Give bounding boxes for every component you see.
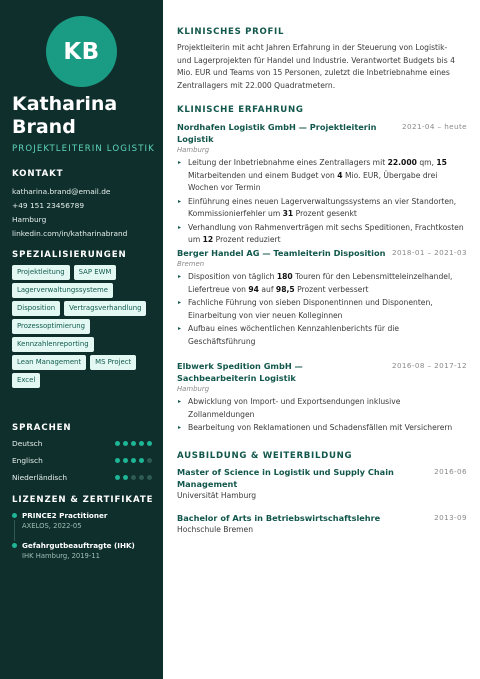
bullet-text: Verhandlung von Rahmenverträgen mit sechs Speditionen, Frachtkosten um 12 Prozent reduziert [188,222,464,244]
bullet-arrow-icon: ▸ [178,299,182,306]
bullet-arrow-icon: ▸ [178,398,182,405]
level-dot [147,441,152,446]
job-bullet [177,297,467,322]
certs-heading: LIZENZEN & ZERTIFIKATE [12,495,154,505]
level-dot [131,458,136,463]
level-dot [131,475,136,480]
skill-chip: Excel [12,373,40,388]
school-name: Universität Hamburg [177,491,257,500]
timeline-dot [12,513,17,518]
level-dot [139,458,144,463]
level-dot [123,441,128,446]
skills-heading: SPEZIALISIERUNGEN [12,250,127,260]
language-level [115,458,152,463]
language-row [12,473,152,482]
contact-phone[interactable]: +49 151 23456789 [12,201,85,210]
level-dot [139,475,144,480]
job-role: PROJEKTLEITERIN LOGISTIK [12,144,155,154]
contact-city: Hamburg [12,215,47,224]
profile-heading: KLINISCHES PROFIL [177,27,285,37]
cert-item [12,511,157,532]
language-level [115,441,152,446]
degree-date: 2013-09 [434,513,467,522]
level-dot [115,458,120,463]
job-location: Hamburg [177,385,210,393]
level-dot [123,458,128,463]
level-dot [139,441,144,446]
job-location: Hamburg [177,146,210,154]
skill-chip: Prozessoptimierung [12,319,90,334]
skill-chip: Kennzahlenreporting [12,337,94,352]
education-heading: AUSBILDUNG & WEITERBILDUNG [177,451,353,461]
timeline-dot [12,543,17,548]
job-bullet [177,323,467,348]
timeline-line [14,520,15,541]
job-bullet [177,422,467,435]
job-entry [177,121,467,247]
contact-heading: KONTAKT [12,169,64,179]
skill-chip: Lagerverwaltungssysteme [12,283,113,298]
cert-issuer: IHK Hamburg, 2019-11 [22,552,100,560]
bullet-arrow-icon: ▸ [178,223,182,231]
education-entry [177,466,467,502]
level-dot [147,458,152,463]
avatar [46,16,117,87]
job-location: Bremen [177,260,205,268]
degree-title: Master of Science in Logistik und Supply Chain Management [177,467,394,489]
degree-date: 2016-06 [434,467,467,476]
skill-chip: SAP EWM [74,265,117,280]
contact-linkedin[interactable]: linkedin.com/in/katharinabrand [12,229,128,238]
cert-title: PRINCE2 Practitioner [22,511,108,520]
profile-text: Projektleiterin mit acht Jahren Erfahrung in der Steuerung von Logistik- und Lagerprojekten für Handel und Industrie. Verantwortet Budgets bis 4 Mio. EUR und Teams von 15 Personen, zuletzt die Inbetriebnahme eines Zentrallagers mit 22.000 Quadratmetern. [177,43,455,90]
bullet-arrow-icon: ▸ [178,273,182,280]
bullet-text: Bearbeitung von Reklamationen und Schadensfällen mit Versicherern [188,423,453,432]
job-entry [177,360,467,435]
degree-title: Bachelor of Arts in Betriebswirtschaftslehre [177,513,381,523]
sidebar [0,0,163,679]
job-date: 2018-01 – 2021-03 [391,248,467,257]
bullet-arrow-icon: ▸ [178,424,182,431]
job-entry [177,247,467,348]
job-bullet [177,396,467,421]
job-bullet [177,271,467,296]
skills-list [12,265,157,388]
last-name: Brand [12,116,76,138]
skill-chip: Lean Management [12,355,86,370]
first-name: Katharina [12,93,118,115]
job-bullet [177,157,467,195]
language-name: Deutsch [12,439,43,448]
cert-issuer: AXELOS, 2022-05 [22,522,82,530]
skill-chip: Projektleitung [12,265,70,280]
experience-heading: KLINISCHE ERFAHRUNG [177,105,304,115]
contact-email[interactable]: katharina.brand@email.de [12,187,111,196]
level-dot [115,475,120,480]
level-dot [123,475,128,480]
level-dot [115,441,120,446]
full-name [12,93,117,139]
language-level [115,475,152,480]
bullet-text: Einführung eines neuen Lagerverwaltungssystems an vier Standorten, Kommissionierfehler um 31 Prozent gesenkt [188,196,457,218]
skill-chip: Vertragsverhandlung [64,301,146,316]
job-date: 2016-08 – 2017-12 [391,361,467,370]
language-name: Niederländisch [12,473,68,482]
languages-heading: SPRACHEN [12,423,72,433]
job-title: Berger Handel AG — Teamleiterin Disposition [177,248,386,258]
bullet-text: Leitung der Inbetriebnahme eines Zentrallagers mit 22.000 qm, 15 Mitarbeitenden und einem Budget von 4 Mio. EUR, Übergabe drei Wochen vor Termin [188,158,447,192]
contact-list [12,185,127,241]
level-dot [147,475,152,480]
skill-chip: MS Project [90,355,136,370]
level-dot [131,441,136,446]
bullet-text: Abwicklung von Import- und Exportsendungen inklusive Zollanmeldungen [188,397,401,419]
bullet-arrow-icon: ▸ [178,197,182,205]
job-date: 2021-04 – heute [402,122,467,131]
language-row [12,456,152,465]
cert-title: Gefahrgutbeauftragte (IHK) [22,541,135,550]
language-row [12,439,152,448]
bullet-arrow-icon: ▸ [178,159,182,166]
language-name: Englisch [12,456,43,465]
avatar-initials: KB [63,38,100,65]
job-bullet [177,222,467,247]
bullet-text: Fachliche Führung von sieben Disponentinnen und Disponenten, Einarbeitung von vier neuen Kolleginnen [188,298,433,320]
bullet-text: Aufbau eines wöchentlichen Kennzahlenberichts für die Geschäftsführung [188,324,400,346]
skill-chip: Disposition [12,301,60,316]
school-name: Hochschule Bremen [177,525,254,534]
bullet-text: Disposition von täglich 180 Touren für den Lebensmitteleinzelhandel, Liefertreue von 94 auf 98,5 Prozent verbessert [188,272,453,294]
job-bullet [177,196,467,221]
education-entry [177,512,467,536]
bullet-arrow-icon: ▸ [178,325,182,332]
job-title: Nordhafen Logistik GmbH — Projektleiterin Logistik [177,122,377,144]
job-title: Elbwerk Spedition GmbH — Sachbearbeiterin Logistik [177,361,303,383]
cert-item [12,541,157,562]
